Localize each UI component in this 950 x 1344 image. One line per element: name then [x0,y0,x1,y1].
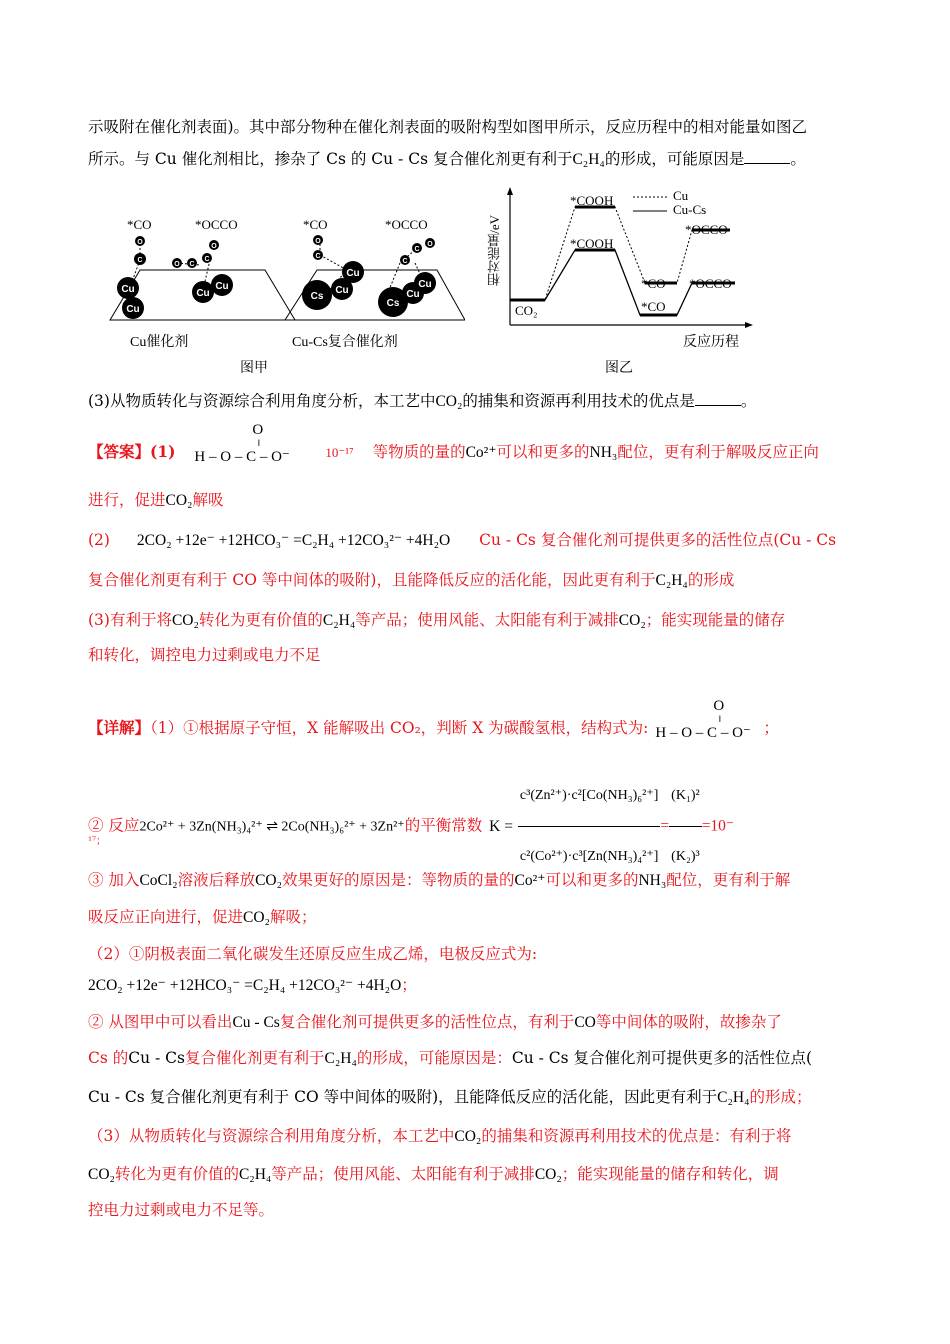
k-fraction: $\frac{\text{c³(Zn²⁺)·c²[Co(NH₃)₆²⁺]}}{\text{c²(Co²⁺)·c³[Zn(NH₃)₄²⁺]}}$ [518,768,661,885]
y-axis-label: 相对能量/eV [487,215,502,286]
answer-text: 的形成 [687,571,735,589]
k-symbol: K = [489,817,513,835]
label-co-cucs: *CO [641,299,666,314]
detail-line-9: Cs 的Cu - Cs复合催化剂更有利于C₂H₄的形成，可能原因是：Cu - Cs 复合催化剂可提供更多的活性位点( [88,1049,813,1067]
svg-text:Cu: Cu [121,284,135,295]
answer-text: Cu - Cs 复合催化剂可提供更多的活性位点(Cu - Cs [479,531,837,549]
legend-cucs: Cu-Cs [673,202,707,217]
svg-text:Cu: Cu [335,285,349,296]
nh3-formula: NH₃ [589,444,618,461]
detail-tag: 【详解】 [88,718,151,737]
svg-text:Cu: Cu [406,289,420,300]
label-occo-left: *OCCO [195,217,238,232]
label-cu-catalyst: Cu催化剂 [130,335,189,350]
energy-profile-chart [485,185,755,345]
co2plus-formula: Co²⁺ [465,444,497,461]
answer-tag: 【答案】(1) [88,442,176,461]
detail-line-6: （2）①阴极表面二氧化碳发生还原反应生成乙烯，电极反应式为: [88,945,538,963]
answer-text: 等物质的量的 [372,443,466,461]
answer-line-4 [88,570,734,591]
intro-line-1: 示吸附在催化剂表面)。其中部分物种在催化剂表面的吸附构型如图甲所示，反应历程中的相对能量如图乙 [88,118,808,136]
answer-text: (3)有利于将 [88,611,172,629]
detail-line-2: ② 反应2Co²⁺ + 3Zn(NH₃)₄²⁺ ⇌ 2Co(NH₃)₆²⁺ + 3Zn²⁺的平衡常数 K = $\frac{\text{c³(Zn²⁺)·c²[Co(NH₃)₆²⁺]}}{\text{c²(Co²⁺)·c³[Zn(NH₃)₄²⁺]}}$ = $\frac{\text{(K₁)²}}{\text{(K₂)³}}$ =10⁻ [88,768,734,824]
label-occo-cu: *OCCO [685,222,728,237]
label-co-right: *CO [303,217,328,232]
electrode-equation: 2CO₂ +12e⁻ +12HCO₃⁻ =C₂H₄ +12CO₃²⁻ +4H₂O [88,977,402,994]
co2-formula: CO₂ [171,612,199,629]
svg-text:Cu: Cu [196,288,210,299]
label-cooh-cucs: *COOH [570,236,614,251]
answer-text: 复合催化剂更有利于 CO 等中间体的吸附)，且能降低反应的活化能，因此更有利于 [88,571,656,589]
svg-text:Cu: Cu [346,268,360,279]
intro-text: 所示。与 Cu 催化剂相比，掺杂了 Cs 的 Cu - Cs 复合催化剂更有利于 [88,150,573,168]
k-ratio: $\frac{\text{(K₁)²}}{\text{(K₂)³}}$ [669,768,702,885]
co2-formula: CO₂ [618,612,646,629]
svg-text:O: O [315,238,321,245]
label-co2-start: CO₂ [515,303,538,318]
detail-line-13: 控电力过剩或电力不足等。 [88,1201,275,1219]
struct-top-o: O [252,422,264,438]
answer-part-2: (2) [88,531,110,549]
adsorption-atoms [85,205,465,325]
label-co-cu: *CO [641,276,666,291]
answer-line-5 [88,610,785,631]
detail-line-7: 2CO₂ +12e⁻ +12HCO₃⁻ =C₂H₄ +12CO₃²⁻ +4H₂O； [88,976,417,994]
question-3 [88,391,756,412]
svg-text:C: C [402,258,408,265]
svg-text:Cu: Cu [418,279,432,290]
k-value: 10⁻¹⁷ [325,445,354,460]
k-value: =10⁻ [701,817,735,835]
q3-text: (3)从物质转化与资源综合利用角度分析，本工艺中 [88,392,436,410]
answer-text: 转化为更有价值的 [198,611,323,629]
struct-chain: H – O – C – O⁻ [194,449,290,465]
detail-text: ； [763,719,779,737]
svg-text:C: C [137,257,143,264]
label-cooh-cu: *COOH [570,193,614,208]
answer-text: 解吸 [192,491,224,509]
svg-text:C: C [189,261,195,268]
answer-text: 可以和更多的 [496,443,590,461]
intro-text: 的形成，可能原因是 [604,150,745,168]
detail-text: （1）①根据原子守恒，X 能解吸出 CO₂，判断 X 为碳酸氢根，结构式为: [150,719,649,737]
figure-energy-profile [485,185,755,385]
legend-cu: Cu [673,188,689,203]
svg-text:O: O [427,241,433,248]
label-cucs-catalyst: Cu-Cs复合催化剂 [292,335,398,350]
bicarbonate-structure: O ‖ H – O – C – O⁻ [194,422,290,465]
svg-text:C: C [414,246,420,253]
label-occo-cucs: *OCCO [689,276,732,291]
svg-text:O: O [137,239,143,246]
svg-text:O: O [211,243,217,250]
detail-line-10: Cu - Cs 复合催化剂更有利于 CO 等中间体的吸附)，且能降低反应的活化能，因此更有利于C₂H₄的形成； [88,1088,812,1106]
intro-text: 。 [790,150,806,168]
answer-line-3 [88,530,836,551]
cocl2-formula: CoCl₂ [139,872,178,889]
x-axis-label: 反应历程 [683,335,739,350]
co2-formula: CO₂ [165,492,193,509]
detail-line-4: ③ 加入CoCl₂溶液后释放CO₂效果更好的原因是：等物质的量的Co²⁺可以和更多的NH₃配位，更有利于解 [88,871,791,889]
figure-adsorption [85,205,465,380]
detail-line-11: （3）从物质转化与资源综合利用角度分析，本工艺中CO₂的捕集和资源再利用技术的优点是：有利于将 [88,1127,792,1145]
intro-line-2 [88,149,806,170]
c2h4-formula: C₂H₄ [572,151,605,168]
answer-blank [695,391,741,406]
answer-blank [744,149,790,164]
reaction-equation: 2Co²⁺ + 3Zn(NH₃)₄²⁺ ⇌ 2Co(NH₃)₆²⁺ + 3Zn²⁺ [139,819,405,835]
detail-line-8: ② 从图甲中可以看出Cu - Cs复合催化剂可提供更多的活性位点，有利于CO等中间体的吸附，故掺杂了 [88,1013,782,1031]
figure-yi-caption: 图乙 [605,361,633,376]
c2h4-formula: C₂H₄ [322,612,356,629]
answer-line-6: 和转化，调控电力过剩或电力不足 [88,646,321,664]
detail-text: 的平衡常数 [404,816,483,835]
svg-text:C: C [204,256,210,263]
detail-line-5: 吸反应正向进行，促进CO₂解吸； [88,908,317,926]
co2-formula: CO₂ [435,393,463,410]
svg-text:Cu: Cu [215,281,229,292]
detail-line-1 [88,698,779,750]
label-occo-right: *OCCO [385,217,428,232]
label-co-left: *CO [127,217,152,232]
answer-line-2 [88,490,223,511]
detail-text: ② 反应 [88,816,140,835]
answer-text: 进行，促进 [88,491,166,509]
answer-text: ；能实现能量的储存 [645,611,786,629]
svg-text:C: C [315,253,321,260]
c2h4-formula: C₂H₄ [655,572,688,589]
q3-text: 的捕集和资源再利用技术的优点是 [462,392,695,410]
answer-text: 等产品；使用风能、太阳能有利于减排 [355,611,619,629]
answer-text: 配位，更有利于解吸反应正向 [617,443,819,461]
electrode-equation: 2CO₂ +12e⁻ +12HCO₃⁻ =C₂H₄ +12CO₃²⁻ +4H₂O [136,532,451,549]
svg-text:Cs: Cs [386,298,400,309]
answer-line-1 [88,422,819,472]
detail-line-3: ¹⁷； [88,836,107,847]
q3-text: 。 [740,392,757,410]
detail-line-12: CO₂转化为更有价值的C₂H₄等产品；使用风能、太阳能有利于减排CO₂；能实现能量的储存和转化，调 [88,1165,779,1183]
svg-text:Cs: Cs [310,291,324,302]
bicarbonate-structure: O ‖ H – O – C – O⁻ [655,698,751,741]
svg-text:O: O [174,261,180,268]
svg-text:Cu: Cu [126,304,140,315]
figure-jia-caption: 图甲 [240,361,268,376]
